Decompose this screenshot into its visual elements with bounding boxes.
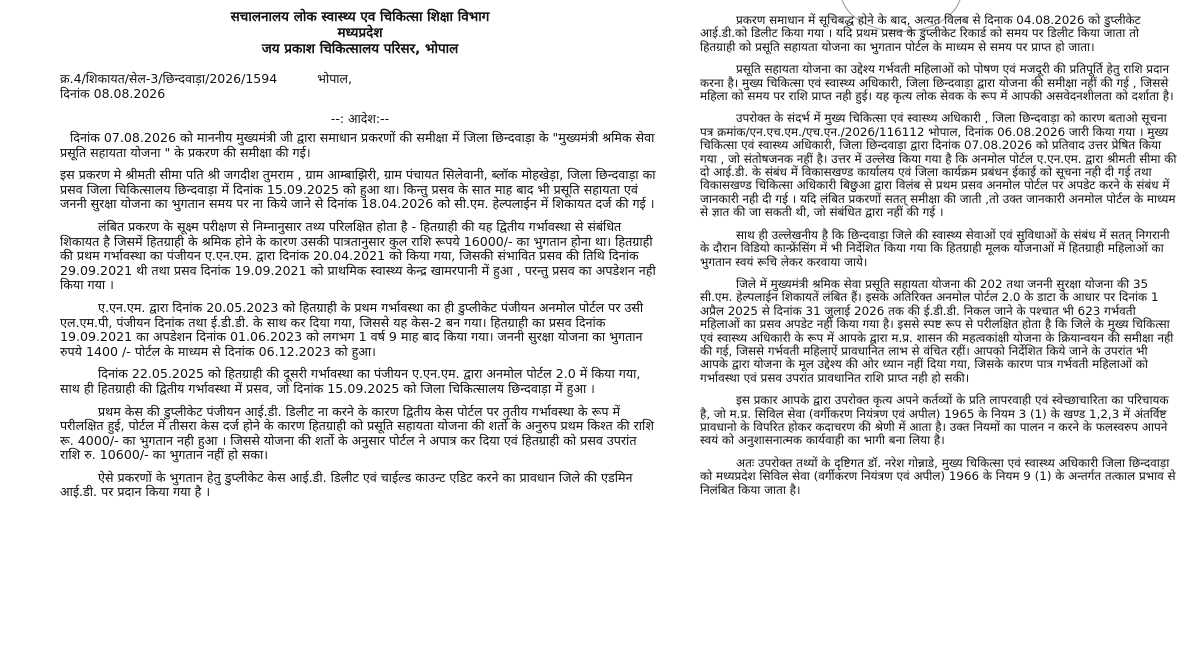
- reference-place: भोपाल,: [317, 71, 352, 86]
- reference-number: क्र.4/शिकायत/सेल-3/छिन्दवाड़ा/2026/1594: [60, 71, 278, 86]
- right-paragraph: प्रसूति सहायता योजना का उद्देश्य गर्भवती महिलाओं को पोषण एवं मजदूरी की प्रतिपूर्ति हेतु राशि प्रदान करना है। मुख्य चिकित्सा एवं स्वास्थ्य अधिकारी, जिला छिन्दवाड़ा द्वारा योजना की समीक्षा नहीं की गई , जिससे महिला को समय पर राशि प्राप्त नही हुई। यह कृत्य लोक सेवक के रूप में आपकी असवेदनशीलता को दर्शाता है।: [700, 62, 1174, 104]
- office-address: जय प्रकाश चिकित्सालय परिसर, भोपाल: [261, 41, 459, 57]
- left-paragraph: प्रथम केस की डुप्लीकेट पंजीयन आई.डी. डिलीट ना करने के कारण द्वितीय केस पोर्टल पर तृतीय गर्भावस्था के रूप में परीलक्षित हुई, पोर्टल में तीसरा केस दर्ज होने के कारण हितग्राही को प्रसूति सहायता योजना की शर्तो के अनुरुप प्रथम किश्त की राशि रू. 4000/- का भुगतान नही हुआ । जिससे योजना की शर्तो के अनुसार पोर्टल ने अपात्र कर दिया एवं हितग्राही को प्रसव उपरांत राशि रु. 10600/- का भुगतान नहीं हो सका।: [60, 403, 654, 463]
- reference-date: दिनांक 08.08.2026: [60, 86, 166, 101]
- right-paragraph: प्रकरण समाधान में सूचिबद्ध होने के बाद, अत्यत विलब से दिनाक 04.08.2026 को डुप्लीकेट आई.डी.को डिलीट किया गया । यदि प्रथम प्रसव के डुप्लीकेट रिकार्ड को समय पर डिलीट किया जाता तो हितग्राही को प्रसूति सहायता योजना का भुगतान पोर्टल के माध्यम से समय पर प्राप्त हो जाता।: [700, 13, 1141, 54]
- right-paragraph: उपरोक्त के संदर्भ में मुख्य चिकित्सा एवं स्वास्थ्य अधिकारी , जिला छिन्दवाड़ा को कारण बताओ सूचना पत्र क्रमांक/एन.एच.एम./एच.एन./2026/116112 भोपाल, दिनांक 06.08.2026 जारी किया गया । मुख्य चिकित्सा एवं स्वास्थ्य अधिकारी, जिला छिन्दवाड़ा द्वारा दिनांक 07.08.2026 को प्रतिवाद उत्तर प्रेषित किया गया , जो संतोषजनक नहीं है। उत्तर में उल्लेख किया गया है कि अनमोल पोर्टल ए.एन.एम. द्वारा श्रीमती सीमा की दो आई.डी. के संबंध में विकासखण्ड कार्यालय एवं जिला कार्यक्रम प्रबंधन ईकाई को सूचना नही दी गई तथा विकासखण्ड चिकित्सा अधिकारी बिछुआ द्वारा विलंब से प्रथम प्रसव अनमोल पोर्टल पर अपडेट करने के संबंध में जानकारी नही दी गई । यदि लंबित प्रकरणों सतत् समीक्षा की जाती ,तो उक्त जानकारी अनमोल पोर्टल के माध्यम से ज्ञात की जा सकती थी, जो संबंधित द्वारा नहीं की गई ।: [700, 111, 1177, 220]
- left-paragraph: इस प्रकरण मे श्रीमती सीमा पति श्री जगदीश तुमराम , ग्राम आम्बाझिरी, ग्राम पंचायत सिलेवानी, ब्लॉक मोहखेड़ा, जिला छिन्दवाड़ा का प्रसव जिला चिकित्सालय छिन्दवाड़ा में दिनांक 15.09.2025 को हुआ था। किन्तु प्रसव के सात माह बाद भी प्रसूति सहायता एवं जननी सुरक्षा योजना का भुगतान समय पर ना किये जाने से दिनांक 18.04.2026 को सी.एम. हेल्पलाईन में शिकायत दर्ज की गई ।: [60, 167, 656, 212]
- left-paragraph: दिनांक 22.05.2025 को हितग्राही की दूसरी गर्भावस्था का पंजीयन ए.एन.एम. द्वारा अनमोल पोर्टल 2.0 में किया गया, साथ ही हितग्राही की द्वितीय गर्भावस्था में प्रसव, जो दिनांक 15.09.2025 को जिला चिकित्सालय छिन्दवाड़ा में हुआ ।: [60, 366, 641, 396]
- right-column: [700, 0, 1178, 645]
- left-paragraph: दिनांक 07.08.2026 को माननीय मुख्यमंत्री जी द्वारा समाधान प्रकरणों की समीक्षा में जिला छिन्दवाड़ा के "मुख्यमंत्री श्रमिक सेवा प्रसूति सहायता योजना " के प्रकरण की समीक्षा की गई।: [60, 130, 655, 160]
- department-name: सचालनालय लोक स्वास्थ्य एव चिकित्सा शिक्षा विभाग: [230, 9, 490, 25]
- right-paragraph: साथ ही उल्लेखनीय है कि छिन्दवाड़ा जिले की स्वास्थ्य सेवाओं एवं सुविधाओं के संबंध में सतत् निगरानी के दौरान विडियो कान्फ्रेंसिंग में भी निर्देशित किया गया कि हितग्राही मूलक योजनाओं में हितग्राही महिलाओं का भुगतान स्वयं रूचि लेकर करवाया जाये।: [700, 227, 1170, 269]
- left-paragraph: ऐसे प्रकरणों के भुगतान हेतु डुप्लीकेट केस आई.डी. डिलीट एवं चाईल्ड काउन्ट एडिट करने का प्रावधान जिले की एडमिन आई.डी. पर प्रदान किया गया है ।: [60, 469, 633, 500]
- order-title: --: आदेश:--: [330, 111, 390, 126]
- left-paragraph: ए.एन.एम. द्वारा दिनांक 20.05.2023 को हितग्राही के प्रथम गर्भावस्था का ही डुप्लीकेट पंजीयन अनमोल पोर्टल पर उसी एल.एम.पी, पंजीयन दिनांक तथा ई.डी.डी. के साथ कर दिया गया, जिससे यह केस-2 बन गया। हितग्राही का प्रसव दिनांक 19.09.2021 का अपडेशन दिनांक 01.06.2023 को लगभग 1 वर्ष 9 माह बाद किया गया। जननी सुरक्षा योजना का भुगतान रुपये 1400 /- पोर्टल के माध्यम से दिनांक 06.12.2023 को हुआ।: [60, 299, 644, 359]
- state-name: मध्यप्रदेश: [337, 25, 383, 41]
- left-column: [60, 0, 660, 645]
- left-paragraph: लंबित प्रकरण के सूक्ष्म परीक्षण से निम्नानुसार तथ्य परिलक्षित होता है - हितग्राही की यह द्वितीय गर्भावस्था से संबंधित शिकायत है जिसमें हितग्राही के श्रमिक होने के कारण उसकी पात्रतानुसार कुल राशि रूपये 16000/- का भुगतान होना था। हितग्राही की प्रथम गर्भावस्था का पंजीयन ए.एन.एम. द्वारा दिनांक 20.04.2021 को किया गया, जिसकी संभावित प्रसव की तिथि दिनांक 29.09.2021 थी तथा प्रसव दिनांक 19.09.2021 को प्राथमिक स्वास्थ्य केन्द्र खामरपानी में हुआ , परन्तु प्रसव का अपडेशन नही किया गया ।: [60, 218, 656, 293]
- reference-line: [60, 71, 660, 86]
- right-paragraph: इस प्रकार आपके द्वारा उपरोक्त कृत्य अपने कर्तव्यों के प्रति लापरवाही एवं स्वेच्छाचारिता का परिचायक है, जो म.प्र. सिविल सेवा (वर्गीकरण नियंत्रण एवं अपील) 1965 के नियम 3 (1) के खण्ड 1,2,3 में अंतर्विष्ट प्रावधानो के विपरित होकर कदाचरण की श्रेणी में आता है। उक्त नियमों का पालन न करने के फलस्वरुप आपने स्वयं को अनुशासनात्मक कार्यवाही का भागी बना लिया है।: [700, 393, 1169, 448]
- right-paragraph: जिले में मुख्यमंत्री श्रमिक सेवा प्रसूति सहायता योजना की 202 तथा जननी सुरक्षा योजना की 35 सी.एम. हेल्पलाईन शिकायतें लंबित हैं। इसके अतिरिक्त अनमोल पोर्टल 2.0 के डाटा के आधार पर दिनांक 1 अप्रैल 2025 से दिनांक 31 जुलाई 2026 तक की ई.डी.डी. निकल जाने के पश्चात भी 623 गर्भवती महिलाओं का प्रसव अपडेट नही किया गया है। इससे स्पष्ट रूप से परीलक्षित होता है कि जिले के मुख्य चिकित्सा एवं स्वास्थ्य अधिकारी के रूप में आपके द्वारा म.प्र. शासन की महत्वकांक्षी योजना के क्रियान्वयन की समीक्षा नही की गई, जिससे गर्भवती महिलाऐं प्रावधानित लाभ से वंचित रहीं। आपको निर्देशित किये जाने के उपरांत भी आपके द्वारा योजना के मूल उद्देश्य की ओर ध्यान नहीं दिया गया, जिसके कारण पात्र गर्भवती महिलाओं को गर्भावस्था एवं प्रसव उपरांत प्रावधानित राशि प्राप्त नही हो सकी।: [700, 276, 1174, 385]
- right-paragraph: अतः उपरोक्त तथ्यों के दृष्टिगत डॉ. नरेश गोन्नाडे, मुख्य चिकित्सा एवं स्वास्थ्य अधिकारी जिला छिन्दवाड़ा को मध्यप्रदेश सिविल सेवा (वर्गीकरण नियंत्रण एवं अपील) 1966 के नियम 9 (1) के अन्तर्गत तत्काल प्रभाव से निलंबित किया जाता है।: [700, 455, 1176, 497]
